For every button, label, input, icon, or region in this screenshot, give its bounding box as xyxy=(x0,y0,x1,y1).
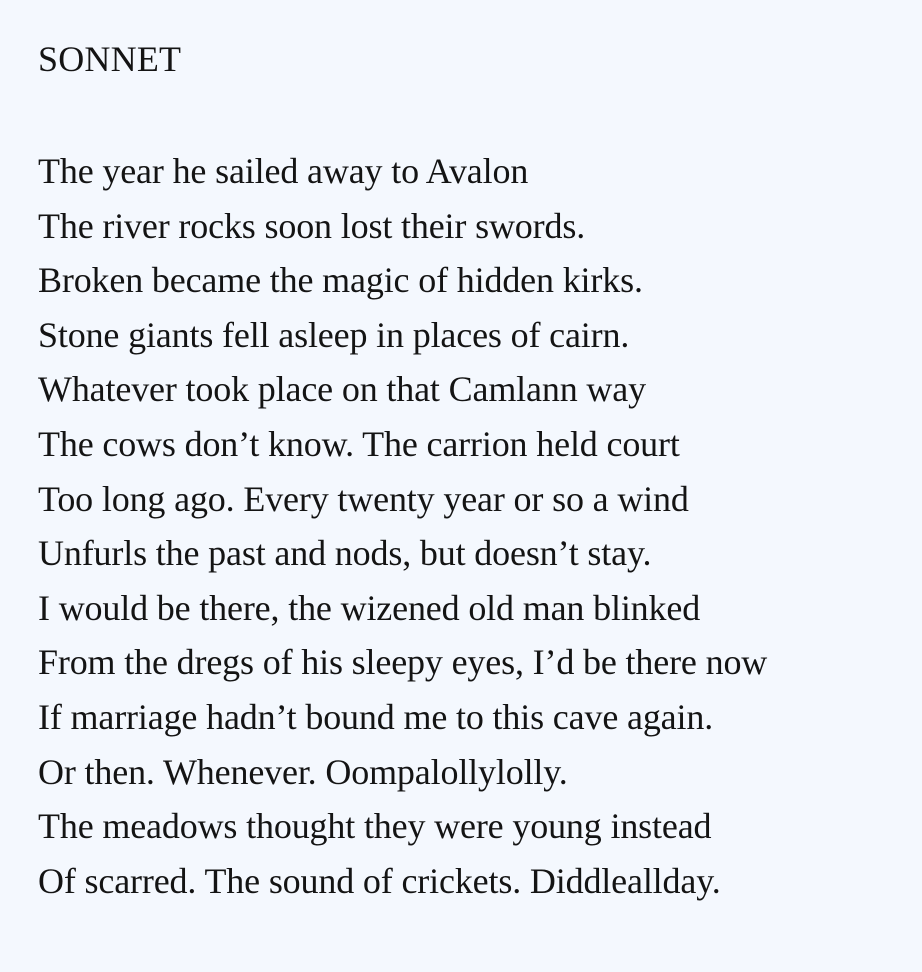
poem-line: Stone giants fell asleep in places of cairn. xyxy=(38,314,630,355)
poem-line: Of scarred. The sound of crickets. Diddleallday. xyxy=(38,860,721,901)
poem-title: SONNET xyxy=(38,39,182,79)
poem-line: The meadows thought they were young instead xyxy=(38,806,712,847)
poem-line: Unfurls the past and nods, but doesn’t stay. xyxy=(38,533,652,574)
poem-line: From the dregs of his sleepy eyes, I’d be there now xyxy=(38,642,768,683)
poem-line: The river rocks soon lost their swords. xyxy=(38,205,586,246)
poem-line: Whatever took place on that Camlann way xyxy=(38,369,646,410)
poem-line: I would be there, the wizened old man blinked xyxy=(38,587,701,628)
poem-line: The year he sailed away to Avalon xyxy=(38,151,529,191)
document-page xyxy=(38,36,922,908)
poem-line: If marriage hadn’t bound me to this cave again. xyxy=(38,696,714,737)
poem-line: The cows don’t know. The carrion held court xyxy=(38,423,680,464)
poem-body xyxy=(38,144,922,908)
poem-line: Or then. Whenever. Oompalollylolly. xyxy=(38,751,568,792)
poem-line: Too long ago. Every twenty year or so a wind xyxy=(38,478,689,519)
poem-line: Broken became the magic of hidden kirks. xyxy=(38,260,643,301)
